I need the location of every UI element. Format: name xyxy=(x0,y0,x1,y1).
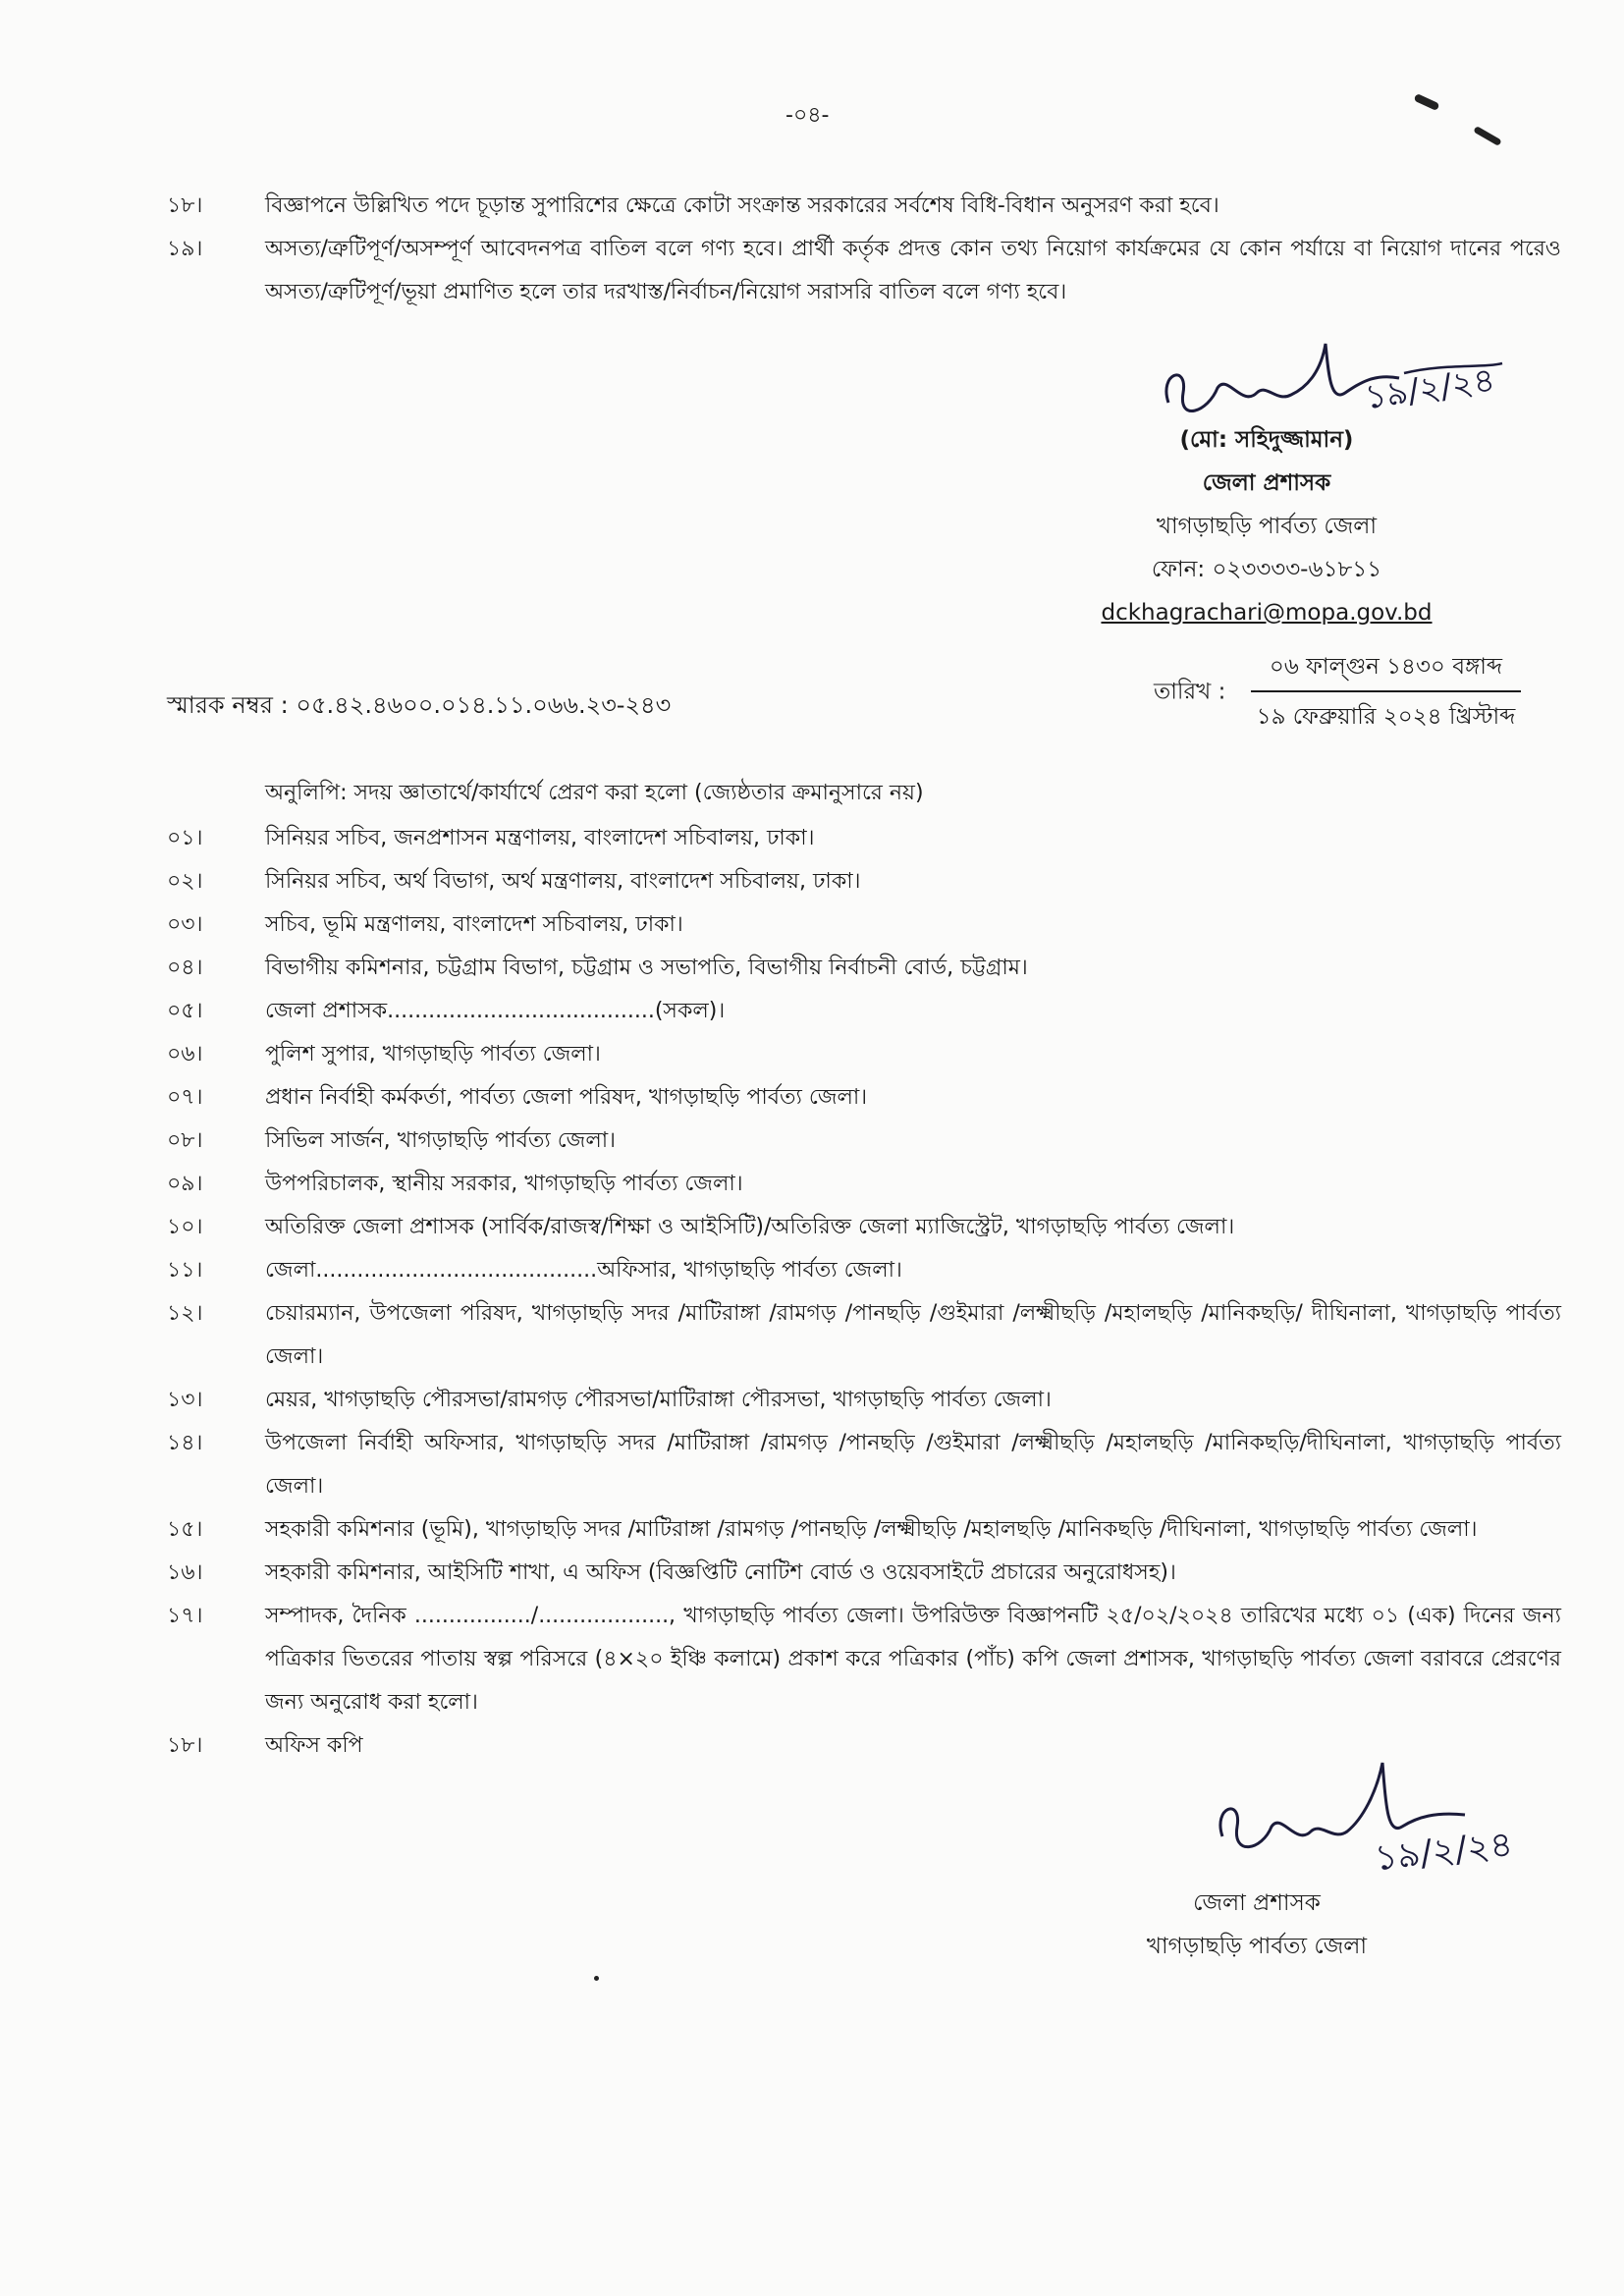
bottom-signatory-block xyxy=(1100,1882,1414,1968)
scan-mark xyxy=(1414,93,1440,111)
item-text: সহকারী কমিশনার (ভূমি), খাগড়াছড়ি সদর /মাটিরাঙ্গা /রামগড় /পানছড়ি /লক্ষ্মীছড়ি /মহালছড়ি /মানিকছড়ি /দীঘিনালা, খাগড়াছড়ি পার্বত্য জেলা। xyxy=(265,1517,1478,1542)
list-item xyxy=(167,1508,1561,1552)
memo-label: স্মারক নম্বর xyxy=(167,691,273,719)
list-item xyxy=(167,990,1561,1033)
item-number: ০৩। xyxy=(167,912,203,937)
item-number: ০৫। xyxy=(167,999,203,1023)
date-label: তারিখ : xyxy=(1154,679,1226,705)
scan-mark xyxy=(594,1976,599,1981)
item-text: মেয়র, খাগড়াছড়ি পৌরসভা/রামগড় পৌরসভা/মাটিরাঙ্গা পৌরসভা, খাগড়াছড়ি পার্বত্য জেলা। xyxy=(265,1388,1052,1412)
list-item xyxy=(167,1552,1561,1595)
item-text: পুলিশ সুপার, খাগড়াছড়ি পার্বত্য জেলা। xyxy=(265,1042,601,1066)
signatory-phone: ফোন: ০২৩৩৩৩-৬১৮১১ xyxy=(1151,557,1382,582)
item-number: ১৬। xyxy=(167,1560,203,1585)
list-item xyxy=(167,1249,1561,1292)
item-number: ১৩। xyxy=(167,1388,203,1412)
date-english: ১৯ ফেব্রুয়ারি ২০২৪ খ্রিস্টাব্দ xyxy=(1256,704,1516,730)
list-item xyxy=(167,947,1561,990)
list-item xyxy=(167,903,1561,947)
item-number: ০৪। xyxy=(167,956,203,980)
item-text: বিভাগীয় কমিশনার, চট্টগ্রাম বিভাগ, চট্টগ্রাম ও সভাপতি, বিভাগীয় নির্বাচনী বোর্ড, চট্টগ্রাম। xyxy=(265,956,1028,980)
item-text: সচিব, ভূমি মন্ত্রণালয়, বাংলাদেশ সচিবালয়, ঢাকা। xyxy=(265,912,683,937)
item-number: ১০। xyxy=(167,1215,203,1239)
item-text: সিভিল সার্জন, খাগড়াছড়ি পার্বত্য জেলা। xyxy=(265,1128,616,1153)
signatory-name: (মো: সহিদুজ্জামান) xyxy=(1179,427,1354,453)
scan-mark xyxy=(1473,126,1501,146)
clause-19 xyxy=(167,228,1561,314)
signatory-designation: জেলা প্রশাসক xyxy=(1202,470,1331,496)
item-text: সিনিয়র সচিব, অর্থ বিভাগ, অর্থ মন্ত্রণালয়, বাংলাদেশ সচিবালয়, ঢাকা। xyxy=(265,869,861,894)
page-number: -০৪- xyxy=(785,103,830,128)
date-values xyxy=(1251,648,1522,737)
list-item xyxy=(167,860,1561,903)
item-text: অফিস কপি xyxy=(265,1733,363,1758)
memo-number xyxy=(167,687,671,727)
item-text: উপজেলা নির্বাহী অফিসার, খাগড়াছড়ি সদর /মাটিরাঙ্গা /রামগড় /পানছড়ি /গুইমারা /লক্ষ্মীছড়ি /মহালছড়ি /মানিকছড়ি/দীঘিনালা, খাগড়াছড়ি পার্বত্য জেলা। xyxy=(265,1431,1561,1499)
clause-text: বিজ্ঞাপনে উল্লিখিত পদে চূড়ান্ত সুপারিশের ক্ষেত্রে কোটা সংক্রান্ত সরকারের সর্বশেষ বিধি-বিধান অনুসরণ করা হবে। xyxy=(265,193,1219,218)
list-item xyxy=(167,1595,1561,1724)
signatory-block xyxy=(1051,418,1483,634)
bottom-signatory-designation: জেলা প্রশাসক xyxy=(1193,1890,1321,1916)
item-text: সিনিয়র সচিব, জনপ্রশাসন মন্ত্রণালয়, বাংলাদেশ সচিবালয়, ঢাকা। xyxy=(265,826,815,850)
item-number: ১৫। xyxy=(167,1517,203,1542)
clause-number: ১৯। xyxy=(167,237,203,261)
item-number: ০৯। xyxy=(167,1172,203,1196)
signatory-office: খাগড়াছড়ি পার্বত্য জেলা xyxy=(1156,514,1378,539)
list-item xyxy=(167,1163,1561,1206)
memo-value: : ০৫.৪২.৪৬০০.০১৪.১১.০৬৬.২৩-২৪৩ xyxy=(280,691,672,719)
item-text: সহকারী কমিশনার, আইসিটি শাখা, এ অফিস (বিজ্ঞপ্তিটি নোটিশ বোর্ড ও ওয়েবসাইটে প্রচারের অনুরোধসহ)। xyxy=(265,1560,1176,1585)
clause-18 xyxy=(167,185,1561,228)
item-number: ০৬। xyxy=(167,1042,203,1066)
item-text: চেয়ারম্যান, উপজেলা পরিষদ, খাগড়াছড়ি সদর /মাটিরাঙ্গা /রামগড় /পানছড়ি /গুইমারা /লক্ষ্মীছড়ি /মহালছড়ি /মানিকছড়ি/ দীঘিনালা, খাগড়াছড়ি পার্বত্য জেলা। xyxy=(265,1301,1561,1369)
copy-intro: অনুলিপি: সদয় জ্ঞাতার্থে/কার্যার্থে প্রেরণ করা হলো (জ্যেষ্ঠতার ক্রমানুসারে নয়) xyxy=(265,781,924,805)
item-number: ১২। xyxy=(167,1301,203,1326)
list-item xyxy=(167,1292,1561,1379)
date-bangla: ০৬ ফাল্গুন ১৪৩০ বঙ্গাব্দ xyxy=(1251,648,1522,692)
signature-date-top: ১৯/২/২৪ xyxy=(1362,359,1498,418)
copy-list xyxy=(167,817,1561,1768)
item-text: প্রধান নির্বাহী কর্মকর্তা, পার্বত্য জেলা পরিষদ, খাগড়াছড়ি পার্বত্য জেলা। xyxy=(265,1085,868,1110)
item-text: উপপরিচালক, স্থানীয় সরকার, খাগড়াছড়ি পার্বত্য জেলা। xyxy=(265,1172,743,1196)
list-item xyxy=(167,1379,1561,1422)
clause-text: অসত্য/ত্রুটিপূর্ণ/অসম্পূর্ণ আবেদনপত্র বাতিল বলে গণ্য হবে। প্রার্থী কর্তৃক প্রদত্ত কোন তথ্য নিয়োগ কার্যক্রমের যে কোন পর্যায়ে বা নিয়োগ দানের পরেও অসত্য/ত্রুটিপূর্ণ/ভূয়া প্রমাণিত হলে তার দরখাস্ত/নির্বাচন/নিয়োগ সরাসরি বাতিল বলে গণ্য হবে। xyxy=(265,237,1561,304)
list-item xyxy=(167,817,1561,860)
list-item xyxy=(167,1120,1561,1163)
item-text: জেলা প্রশাসক.......................................(সকল)। xyxy=(265,999,726,1023)
list-item xyxy=(167,1076,1561,1120)
item-number: ১৭। xyxy=(167,1604,203,1628)
list-item xyxy=(167,1422,1561,1508)
item-number: ০৭। xyxy=(167,1085,203,1110)
item-text: জেলা.........................................অফিসার, খাগড়াছড়ি পার্বত্য জেলা। xyxy=(265,1258,902,1283)
clause-number: ১৮। xyxy=(167,193,203,218)
item-number: ১৪। xyxy=(167,1431,203,1455)
item-number: ০৮। xyxy=(167,1128,203,1153)
item-number: ০১। xyxy=(167,826,203,850)
item-number: ০২। xyxy=(167,869,203,894)
date-block xyxy=(1154,648,1521,737)
list-item xyxy=(167,1033,1561,1076)
signatory-email[interactable]: dckhagrachari@mopa.gov.bd xyxy=(1101,600,1433,626)
item-text: সম্পাদক, দৈনিক ................./..................., খাগড়াছড়ি পার্বত্য জেলা। উপরিউক্ত বিজ্ঞাপনটি ২৫/০২/২০২৪ তারিখের মধ্যে ০১ (এক) দিনের জন্য পত্রিকার ভিতরের পাতায় স্বল্প পরিসরে (৪×২০ ইঞ্চি কলামে) প্রকাশ করে পত্রিকার (পাঁচ) কপি জেলা প্রশাসক, খাগড়াছড়ি পার্বত্য জেলা বরাবরে প্রেরণের জন্য অনুরোধ করা হলো। xyxy=(265,1604,1561,1715)
item-number: ১৮। xyxy=(167,1733,203,1758)
list-item xyxy=(167,1206,1561,1249)
item-text: অতিরিক্ত জেলা প্রশাসক (সার্বিক/রাজস্ব/শিক্ষা ও আইসিটি)/অতিরিক্ত জেলা ম্যাজিস্ট্রেট, খাগড়াছড়ি পার্বত্য জেলা। xyxy=(265,1215,1235,1239)
bottom-signatory-office: খাগড়াছড়ি পার্বত্য জেলা xyxy=(1146,1934,1368,1959)
signature-date-bottom: ১৯/২/২৪ xyxy=(1372,1824,1515,1880)
item-number: ১১। xyxy=(167,1258,203,1283)
